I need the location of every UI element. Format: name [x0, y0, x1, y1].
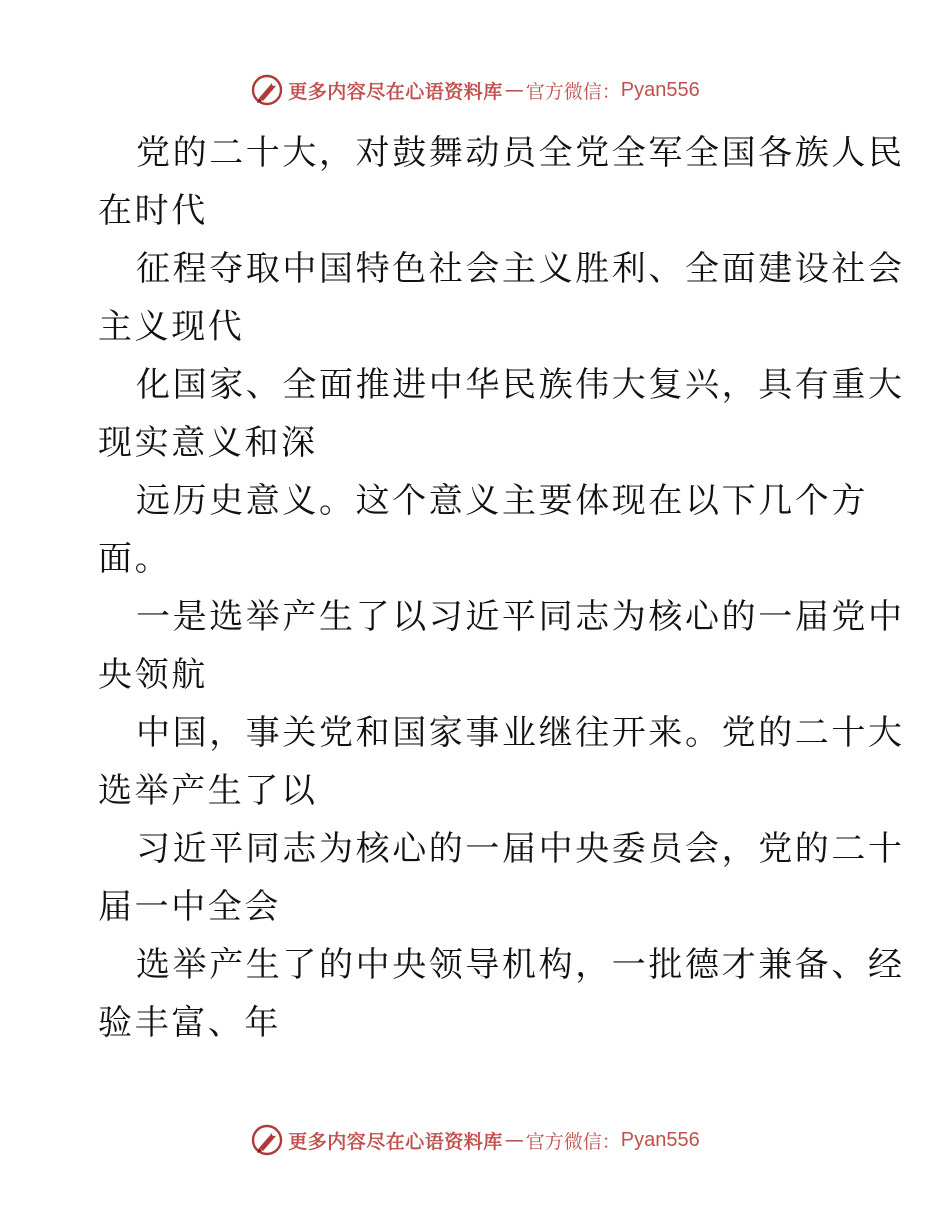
header-dash: —	[504, 79, 524, 101]
body-line: 主义现代	[98, 307, 245, 347]
pen-logo-icon	[250, 1123, 284, 1157]
footer-banner	[0, 1120, 950, 1160]
body-line: 面。	[98, 539, 172, 579]
header-wechat-id: Pyan556	[620, 78, 700, 101]
body-line: 征程夺取中国特色社会主义胜利、全面建设社会	[136, 249, 905, 289]
footer-wechat-label: 官方微信：	[525, 1130, 621, 1153]
header-slogan: 更多内容尽在心语资料库	[288, 80, 503, 103]
body-line: 中国，事关党和国家事业继往开来。党的二十大	[136, 713, 905, 753]
body-line: 选举产生了以	[98, 771, 318, 811]
body-line: 在时代	[98, 191, 208, 231]
footer-dash: —	[504, 1129, 524, 1151]
body-line: 现实意义和深	[98, 423, 318, 463]
body-line: 党的二十大，对鼓舞动员全党全军全国各族人民	[136, 133, 905, 173]
body-line: 一是选举产生了以习近平同志为核心的一届党中	[136, 597, 905, 637]
body-line: 届一中全会	[98, 887, 281, 927]
body-line: 验丰富、年	[98, 1003, 281, 1043]
body-line: 央领航	[98, 655, 208, 695]
footer-wechat-id: Pyan556	[620, 1128, 700, 1151]
pen-logo-icon	[250, 73, 284, 107]
header-banner	[0, 70, 950, 110]
body-line: 化国家、全面推进中华民族伟大复兴，具有重大	[136, 365, 905, 405]
document-body	[98, 124, 905, 1052]
body-line: 选举产生了的中央领导机构，一批德才兼备、经	[136, 945, 905, 985]
header-wechat-label: 官方微信：	[525, 80, 621, 103]
body-line: 习近平同志为核心的一届中央委员会，党的二十	[136, 829, 905, 869]
body-line: 远历史意义。这个意义主要体现在以下几个方	[136, 481, 868, 521]
footer-slogan: 更多内容尽在心语资料库	[288, 1130, 503, 1153]
